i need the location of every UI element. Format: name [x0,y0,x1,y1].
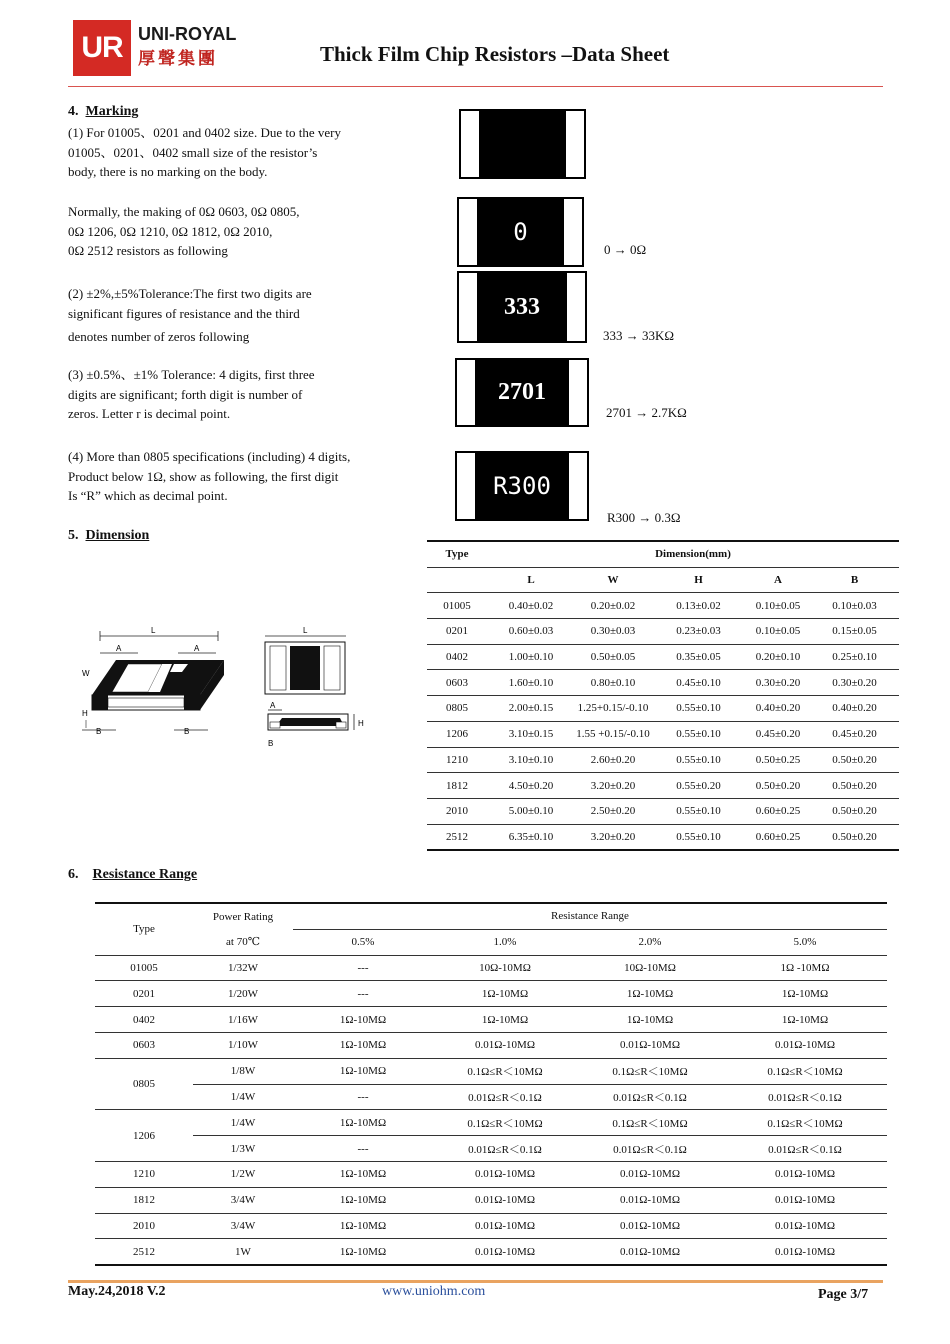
table-row [95,981,887,1007]
dim-subheader-row: L W H A B [427,567,899,593]
res-power-cell: 1/4W [193,1110,293,1136]
dim-value-cell: 0.60±0.03 [487,619,575,645]
res-subcol: 0.5% [293,929,433,955]
dim-value-cell: 0.10±0.05 [746,593,810,619]
dim-value-cell: 1.00±0.10 [487,644,575,670]
dim-value-cell: 5.00±0.10 [487,798,575,824]
svg-text:B: B [268,739,274,748]
res-range-cell: 0.01Ω-10MΩ [723,1161,887,1187]
brand-logo-mark: UR [73,20,131,76]
res-type-cell: 01005 [95,955,193,981]
dim-value-cell: 0.60±0.25 [746,798,810,824]
res-range-cell: 0.1Ω≤R＜10MΩ [723,1058,887,1084]
resistor-chip-0: 0 [457,197,584,267]
res-range-cell: 0.01Ω≤R＜0.1Ω [723,1084,887,1110]
chip-3d-view [82,626,224,736]
dim-type-cell: 1812 [427,773,487,799]
marking-example-0: 0 → 0Ω [604,242,647,257]
dim-value-cell: 4.50±0.20 [487,773,575,799]
res-range-cell: 1Ω-10MΩ [293,1161,433,1187]
dim-value-cell: 0.40±0.20 [746,696,810,722]
table-row [95,1058,887,1084]
res-range-cell: 0.1Ω≤R＜10MΩ [433,1058,577,1084]
table-row [427,644,899,670]
brand-name-cn: 厚聲集團 [138,49,218,69]
table-row [95,1084,887,1110]
dim-value-cell: 0.10±0.05 [746,619,810,645]
marking-paragraph-4: (3) ±0.5%、±1% Tolerance: 4 digits, first three digits are significant; forth digit is number of zeros. Letter r is decimal point. [68,367,315,421]
dim-value-cell: 0.30±0.03 [575,619,651,645]
res-col-power-temp: at 70℃ [193,929,293,955]
res-power-cell: 1/2W [193,1161,293,1187]
dim-value-cell: 0.13±0.02 [651,593,746,619]
table-row [427,773,899,799]
res-range-cell: 0.01Ω-10MΩ [723,1213,887,1239]
footer-website-link[interactable]: www.uniohm.com [382,1284,486,1299]
marking-paragraph-5: (4) More than 0805 specifications (including) 4 digits, Product below 1Ω, show as following, the first digit Is “R” which as decimal point. [68,449,351,503]
res-range-cell: 1Ω-10MΩ [293,1213,433,1239]
dim-value-cell: 2.00±0.15 [487,696,575,722]
res-range-cell: 1Ω-10MΩ [577,981,723,1007]
res-col-type: Type [95,904,193,955]
dim-col-group: Dimension(mm) [487,542,899,567]
dim-value-cell: 0.50±0.20 [810,773,899,799]
res-range-cell: 0.1Ω≤R＜10MΩ [577,1058,723,1084]
res-type-cell: 1812 [95,1187,193,1213]
res-range-cell: 0.01Ω-10MΩ [433,1213,577,1239]
dim-value-cell: 0.55±0.10 [651,747,746,773]
footer-date-version: May.24,2018 V.2 [68,1284,166,1299]
res-range-cell: 10Ω-10MΩ [577,955,723,981]
table-row [95,955,887,981]
svg-text:B: B [96,727,102,736]
res-range-cell: 1Ω-10MΩ [339,1245,387,1258]
res-col-power: Power Rating [212,910,274,923]
table-row [95,1110,887,1136]
dim-value-cell: 0.20±0.10 [746,644,810,670]
dim-type-cell: 0603 [427,670,487,696]
res-range-cell: 1Ω-10MΩ [433,1007,577,1033]
resistor-chip-r300: R300 [455,451,589,521]
dim-value-cell: 0.50±0.25 [746,747,810,773]
table-row [427,824,899,849]
res-range-cell: 1Ω-10MΩ [293,1187,433,1213]
res-range-cell: --- [293,955,433,981]
table-row [427,696,899,722]
dim-type-cell: 2512 [446,830,468,843]
res-range-cell: 1Ω-10MΩ [723,981,887,1007]
table-row [95,1032,887,1058]
dim-value-cell: 0.55±0.20 [651,773,746,799]
res-range-cell: 0.1Ω≤R＜10MΩ [723,1110,887,1136]
res-type-cell: 2512 [133,1245,155,1258]
res-range-cell: 0.01Ω-10MΩ [619,1245,681,1258]
dim-type-cell: 1206 [427,721,487,747]
dimension-table [427,540,899,851]
res-power-cell: 1/3W [193,1136,293,1162]
dim-type-cell: 0402 [427,644,487,670]
dim-type-cell: 0805 [427,696,487,722]
res-range-cell: 1Ω-10MΩ [293,1058,433,1084]
res-power-cell: 1/32W [193,955,293,981]
footer-page-number: Page 3/7 [818,1287,869,1302]
res-range-cell: 1Ω-10MΩ [723,1007,887,1033]
res-power-cell: 1/16W [193,1007,293,1033]
resistance-heading: 6. Resistance Range [68,867,198,882]
res-type-cell: 1206 [95,1110,193,1162]
res-range-cell: 1Ω-10MΩ [577,1007,723,1033]
table-row [427,670,899,696]
table-row [427,721,899,747]
dim-type-cell: 1210 [427,747,487,773]
svg-text:H: H [358,719,364,728]
dim-value-cell: 0.45±0.20 [810,721,899,747]
res-range-cell: 1Ω-10MΩ [293,1007,433,1033]
dim-value-cell: 0.23±0.03 [651,619,746,645]
res-range-cell: 0.01Ω≤R＜0.1Ω [577,1136,723,1162]
res-range-cell: 0.01Ω-10MΩ [577,1213,723,1239]
dim-value-cell: 0.20±0.02 [575,593,651,619]
resistor-chip-333: 333 [457,271,587,343]
dim-value-cell: 0.50±0.20 [832,830,877,843]
res-range-cell: 0.1Ω≤R＜10MΩ [433,1110,577,1136]
res-range-cell: 0.01Ω-10MΩ [474,1245,536,1258]
res-range-cell: 10Ω-10MΩ [433,955,577,981]
dim-value-cell: 0.50±0.20 [810,798,899,824]
dim-value-cell: 3.10±0.10 [487,747,575,773]
marking-heading: 4. Marking [68,104,139,119]
svg-text:H: H [82,709,88,718]
dim-value-cell: 0.25±0.10 [810,644,899,670]
dim-value-cell: 6.35±0.10 [508,830,554,843]
table-row [95,1187,887,1213]
dim-col-type: Type [427,542,487,567]
dim-type-cell: 0201 [427,619,487,645]
dim-value-cell: 1.25+0.15/-0.10 [575,696,651,722]
dim-value-cell: 3.10±0.15 [487,721,575,747]
dim-value-cell: 0.10±0.03 [810,593,899,619]
dim-value-cell: 0.30±0.20 [810,670,899,696]
res-type-cell: 0603 [95,1032,193,1058]
res-power-cell: 1/10W [193,1032,293,1058]
svg-text:A: A [116,644,122,653]
dim-value-cell: 0.15±0.05 [810,619,899,645]
res-range-cell: 0.01Ω-10MΩ [577,1187,723,1213]
dim-value-cell: 0.45±0.20 [746,721,810,747]
res-type-cell: 0805 [95,1058,193,1110]
svg-text:A: A [194,644,200,653]
res-range-cell: 0.01Ω≤R＜0.1Ω [723,1136,887,1162]
dimension-heading: 5. Dimension [68,528,150,543]
res-type-cell: 0402 [95,1007,193,1033]
marking-example-333: 333 → 33KΩ [603,328,675,343]
dim-value-cell: 0.55±0.10 [651,798,746,824]
header-divider [68,86,883,87]
res-range-cell: 0.01Ω-10MΩ [774,1245,836,1258]
res-range-cell: 0.1Ω≤R＜10MΩ [577,1110,723,1136]
res-range-cell: 0.01Ω-10MΩ [577,1161,723,1187]
res-range-cell: 0.01Ω-10MΩ [433,1032,577,1058]
table-row [427,619,899,645]
res-power-cell: 3/4W [193,1187,293,1213]
dim-value-cell: 0.55±0.10 [676,830,721,843]
resistor-chip-unmarked [459,109,586,179]
res-type-cell: 0201 [95,981,193,1007]
marking-example-r300: R300 → 0.3Ω [607,510,681,525]
res-range-cell: 0.01Ω-10MΩ [723,1032,887,1058]
chip-top-view [265,626,346,694]
marking-paragraph-2: Normally, the making of 0Ω 0603, 0Ω 0805, 0Ω 1206, 0Ω 1210, 0Ω 1812, 0Ω 2010, 0Ω 2512 resistors as following [68,204,300,258]
dim-type-cell: 2010 [427,798,487,824]
dim-value-cell: 0.50±0.20 [810,747,899,773]
footer-divider [68,1280,883,1283]
svg-text:L: L [303,626,308,635]
res-power-cell: 1W [235,1245,251,1258]
page-title: Thick Film Chip Resistors –Data Sheet [320,42,670,66]
res-range-cell: --- [293,1136,433,1162]
res-range-cell: --- [293,981,433,1007]
res-subcol: 5.0% [723,929,887,955]
dim-value-cell: 0.55±0.10 [651,721,746,747]
dim-value-cell: 1.55 +0.15/-0.10 [575,721,651,747]
dim-value-cell: 0.40±0.02 [487,593,575,619]
dim-value-cell: 0.35±0.05 [651,644,746,670]
res-range-cell: 1Ω -10MΩ [723,955,887,981]
res-subcol: 1.0% [433,929,577,955]
dim-value-cell: 2.60±0.20 [575,747,651,773]
res-power-cell: 3/4W [193,1213,293,1239]
res-range-cell: 1Ω-10MΩ [293,1110,433,1136]
marking-paragraph-3: (2) ±2%,±5%Tolerance:The first two digits are significant figures of resistance and the third denotes number of zeros following [68,286,312,344]
res-range-cell: 0.01Ω-10MΩ [577,1032,723,1058]
svg-text:A: A [270,701,276,710]
table-row [95,1007,887,1033]
table-row [427,593,899,619]
res-power-cell: 1/20W [193,981,293,1007]
res-subcol: 2.0% [577,929,723,955]
res-range-cell: 0.01Ω-10MΩ [723,1187,887,1213]
dim-value-cell: 2.50±0.20 [575,798,651,824]
table-row [95,1136,887,1162]
res-col-group: Resistance Range [293,904,887,929]
dimension-diagram [78,622,378,754]
dim-value-cell: 0.30±0.20 [746,670,810,696]
dim-value-cell: 3.20±0.20 [575,773,651,799]
res-range-cell: 0.01Ω≤R＜0.1Ω [433,1084,577,1110]
brand-name-en: UNI-ROYAL [138,24,237,44]
dim-type-cell: 01005 [427,593,487,619]
table-row [427,747,899,773]
res-range-cell: 0.01Ω-10MΩ [433,1187,577,1213]
res-range-cell: --- [293,1084,433,1110]
res-range-cell: 0.01Ω≤R＜0.1Ω [577,1084,723,1110]
dim-value-cell: 1.60±0.10 [487,670,575,696]
svg-text:W: W [82,669,90,678]
resistance-table [95,902,887,1266]
marking-example-2701: 2701 → 2.7KΩ [606,405,687,420]
table-row [95,1213,887,1239]
res-range-cell: 0.01Ω≤R＜0.1Ω [433,1136,577,1162]
chip-side-view [268,701,364,748]
res-range-cell: 0.01Ω-10MΩ [433,1161,577,1187]
res-power-cell: 1/4W [193,1084,293,1110]
table-row [95,1161,887,1187]
table-row [95,1239,887,1264]
res-type-cell: 1210 [95,1161,193,1187]
res-range-cell: 1Ω-10MΩ [293,1032,433,1058]
dim-value-cell: 0.50±0.20 [746,773,810,799]
marking-paragraph-1: (1) For 01005、0201 and 0402 size. Due to the very 01005、0201、0402 small size of the resistor’s body, there is no marking on the body. [68,125,341,179]
dim-value-cell: 0.40±0.20 [810,696,899,722]
res-type-cell: 2010 [95,1213,193,1239]
svg-text:B: B [184,727,190,736]
dim-value-cell: 0.55±0.10 [651,696,746,722]
table-row [427,798,899,824]
resistor-chip-2701: 2701 [455,358,589,427]
dim-value-cell: 3.20±0.20 [590,830,636,843]
label-L: L [151,626,156,635]
res-range-cell: 1Ω-10MΩ [433,981,577,1007]
dim-value-cell: 0.60±0.25 [755,830,801,843]
res-power-cell: 1/8W [193,1058,293,1084]
dim-value-cell: 0.50±0.05 [575,644,651,670]
dim-value-cell: 0.80±0.10 [575,670,651,696]
dim-value-cell: 0.45±0.10 [651,670,746,696]
